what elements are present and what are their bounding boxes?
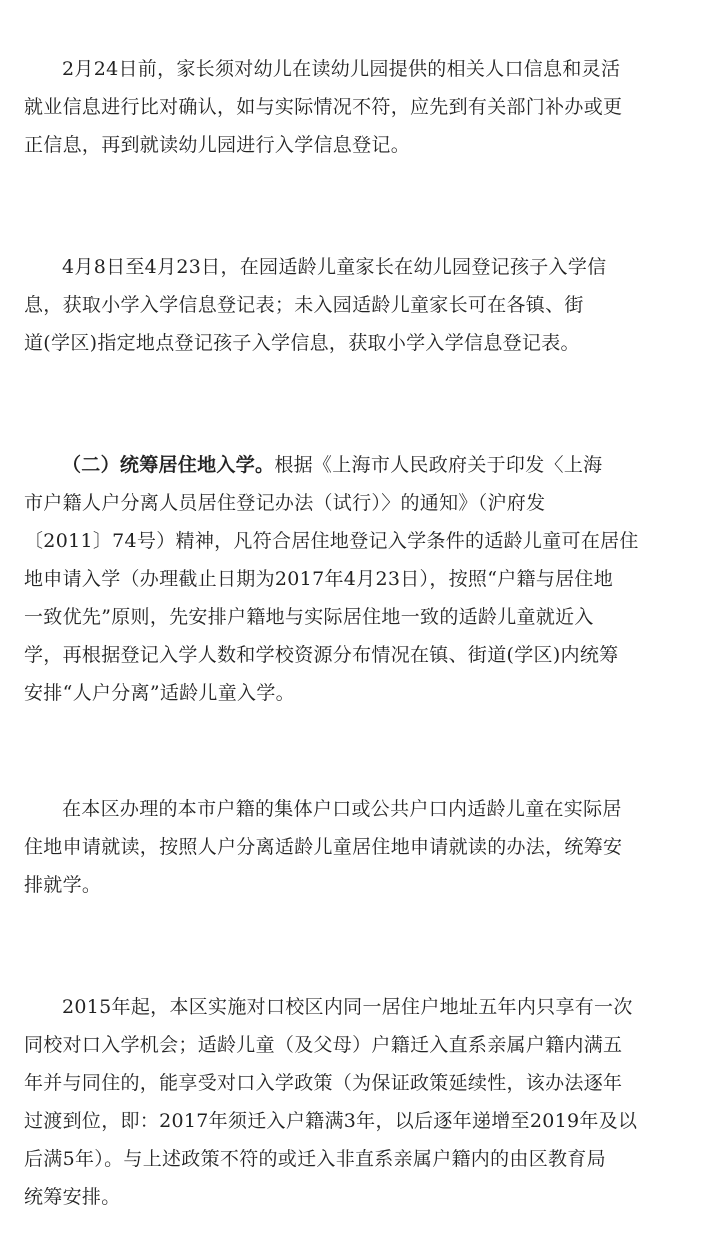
text-line: 排就学。 (24, 874, 102, 896)
text-line: 2月24日前，家长须对幼儿在读幼儿园提供的相关人口信息和灵活 (62, 58, 621, 80)
paragraph-five-year-policy (24, 988, 706, 1216)
text-line: 年并与同住的，能享受对口入学政策（为保证政策延续性，该办法逐年 (24, 1072, 623, 1094)
text-line: 在本区办理的本市户籍的集体户口或公共户口内适龄儿童在实际居 (62, 798, 622, 820)
paragraph-residence-enrollment (24, 446, 706, 712)
text-line: 一致优先”原则，先安排户籍地与实际居住地一致的适龄儿童就近入 (24, 606, 594, 628)
text-line: 过渡到位，即：2017年须迁入户籍满3年，以后逐年递增至2019年及以 (24, 1110, 638, 1132)
text-line: 2015年起，本区实施对口校区内同一居住户地址五年内只享有一次 (62, 996, 633, 1018)
paragraph-kindergarten-confirmation (24, 50, 706, 164)
text-line: 地申请入学（办理截止日期为2017年4月23日），按照“户籍与居住地 (24, 568, 614, 590)
paragraph-collective-household (24, 790, 706, 904)
text-line: 住地申请就读，按照人户分离适龄儿童居住地申请就读的办法，统筹安 (24, 836, 623, 858)
text-line: 安排“人户分离”适龄儿童入学。 (24, 682, 295, 704)
text-line: 统筹安排。 (24, 1186, 121, 1208)
text-line: 正信息，再到就读幼儿园进行入学信息登记。 (24, 134, 411, 156)
heading-continuation: 根据《上海市人民政府关于印发〈上海 (274, 454, 603, 476)
text-line (24, 446, 706, 484)
section-heading: （二）统筹居住地入学。 (62, 454, 275, 476)
text-line: 同校对口入学机会；适龄儿童（及父母）户籍迁入直系亲属户籍内满五 (24, 1034, 623, 1056)
text-line: 道(学区)指定地点登记孩子入学信息，获取小学入学信息登记表。 (24, 332, 580, 354)
text-line: 市户籍人户分离人员居住登记办法（试行）〉的通知》（沪府发 (24, 492, 546, 514)
text-line: 〔2011〕74号）精神，凡符合居住地登记入学条件的适龄儿童可在居住 (24, 530, 639, 552)
paragraph-registration-period (24, 248, 706, 362)
text-line: 息，获取小学入学信息登记表；未入园适龄儿童家长可在各镇、街 (24, 294, 584, 316)
text-line: 学，再根据登记入学人数和学校资源分布情况在镇、街道(学区)内统筹 (24, 644, 619, 666)
text-line: 后满5年）。与上述政策不符的或迁入非直系亲属户籍内的由区教育局 (24, 1148, 606, 1170)
text-line: 4月8日至4月23日，在园适龄儿童家长在幼儿园登记孩子入学信 (62, 256, 607, 278)
text-line: 就业信息进行比对确认，如与实际情况不符，应先到有关部门补办或更 (24, 96, 623, 118)
